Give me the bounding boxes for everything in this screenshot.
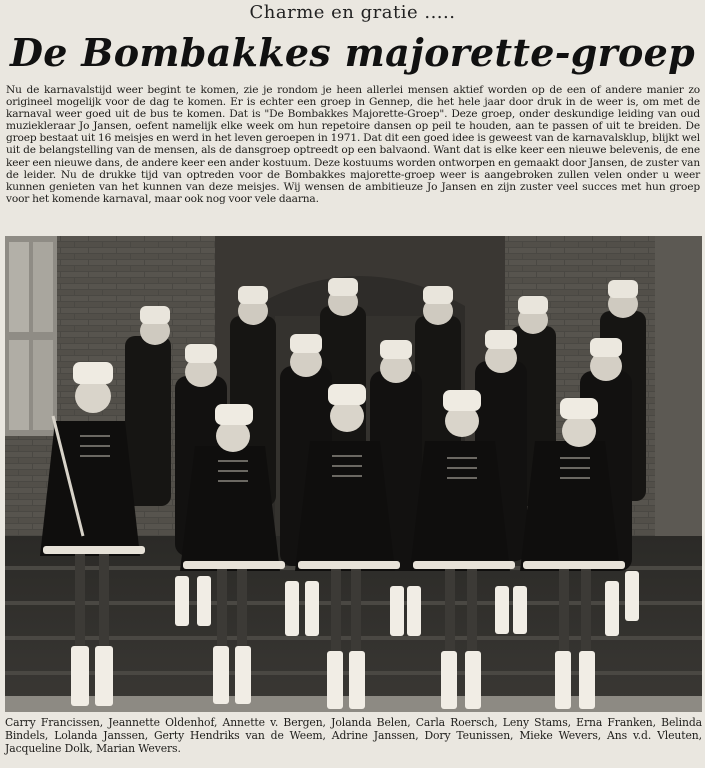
group-photo-majorettes-icon	[5, 236, 702, 712]
article-kicker: Charme en gratie .....	[249, 2, 456, 23]
photo-caption: Carry Francissen, Jeannette Oldenhof, Annette v. Bergen, Jolanda Belen, Carla Roersch, Leny Stams, Erna Franken, Belinda Bindels, Lolanda Janssen, Gerty Hendriks van de Weem, Adrine Janssen, Dory Teunissen, Mieke Wevers, Ans v.d. Vleuten, Jacqueline Dolk, Marian Wevers.	[5, 716, 702, 755]
group-photo	[5, 236, 702, 712]
article-body: Nu de karnavalstijd weer begint te komen, zie je rondom je heen allerlei mensen aktief worden op de een of andere manier zo origineel mogelijk voor de dag te komen. Er is echter een groep in Gennep, die het hele jaar door druk in de weer is, om met de karnaval weer goed uit de bus te komen. Dat is "De Bombakkes Majorette-Groep". Deze groep, onder deskundige leiding van oud muziekleraar Jo Jansen, oefent namelijk elke week om hun repetoire dansen op peil te houden, aan te passen of uit te breiden. De groep bestaat uit 16 meisjes en werd in het leven geroepen in 1971. Dat dit een goed idee is geweest van de karnavalsklup, blijkt wel uit de belangstelling van de mensen, als de dansgroep optreedt op een balvaond. Want dat is elke keer een nieuwe belevenis, de ene keer een nieuwe dans, de andere keer een ander kostuum. Deze kostuums worden ontworpen en gemaakt door Jansen, de zuster van de leider. Nu de drukke tijd van optreden voor de Bombakkes majorette-groep weer is aangebroken zullen velen onder u weer kunnen genieten van het kunnen van deze meisjes. Wij wensen de ambitieuze Jo Jansen en zijn zuster veel succes met hun groep voor het komende karnaval, maar ook nog voor vele daarna.	[6, 84, 700, 205]
article-headline: De Bombakkes majorette-groep	[10, 30, 695, 75]
